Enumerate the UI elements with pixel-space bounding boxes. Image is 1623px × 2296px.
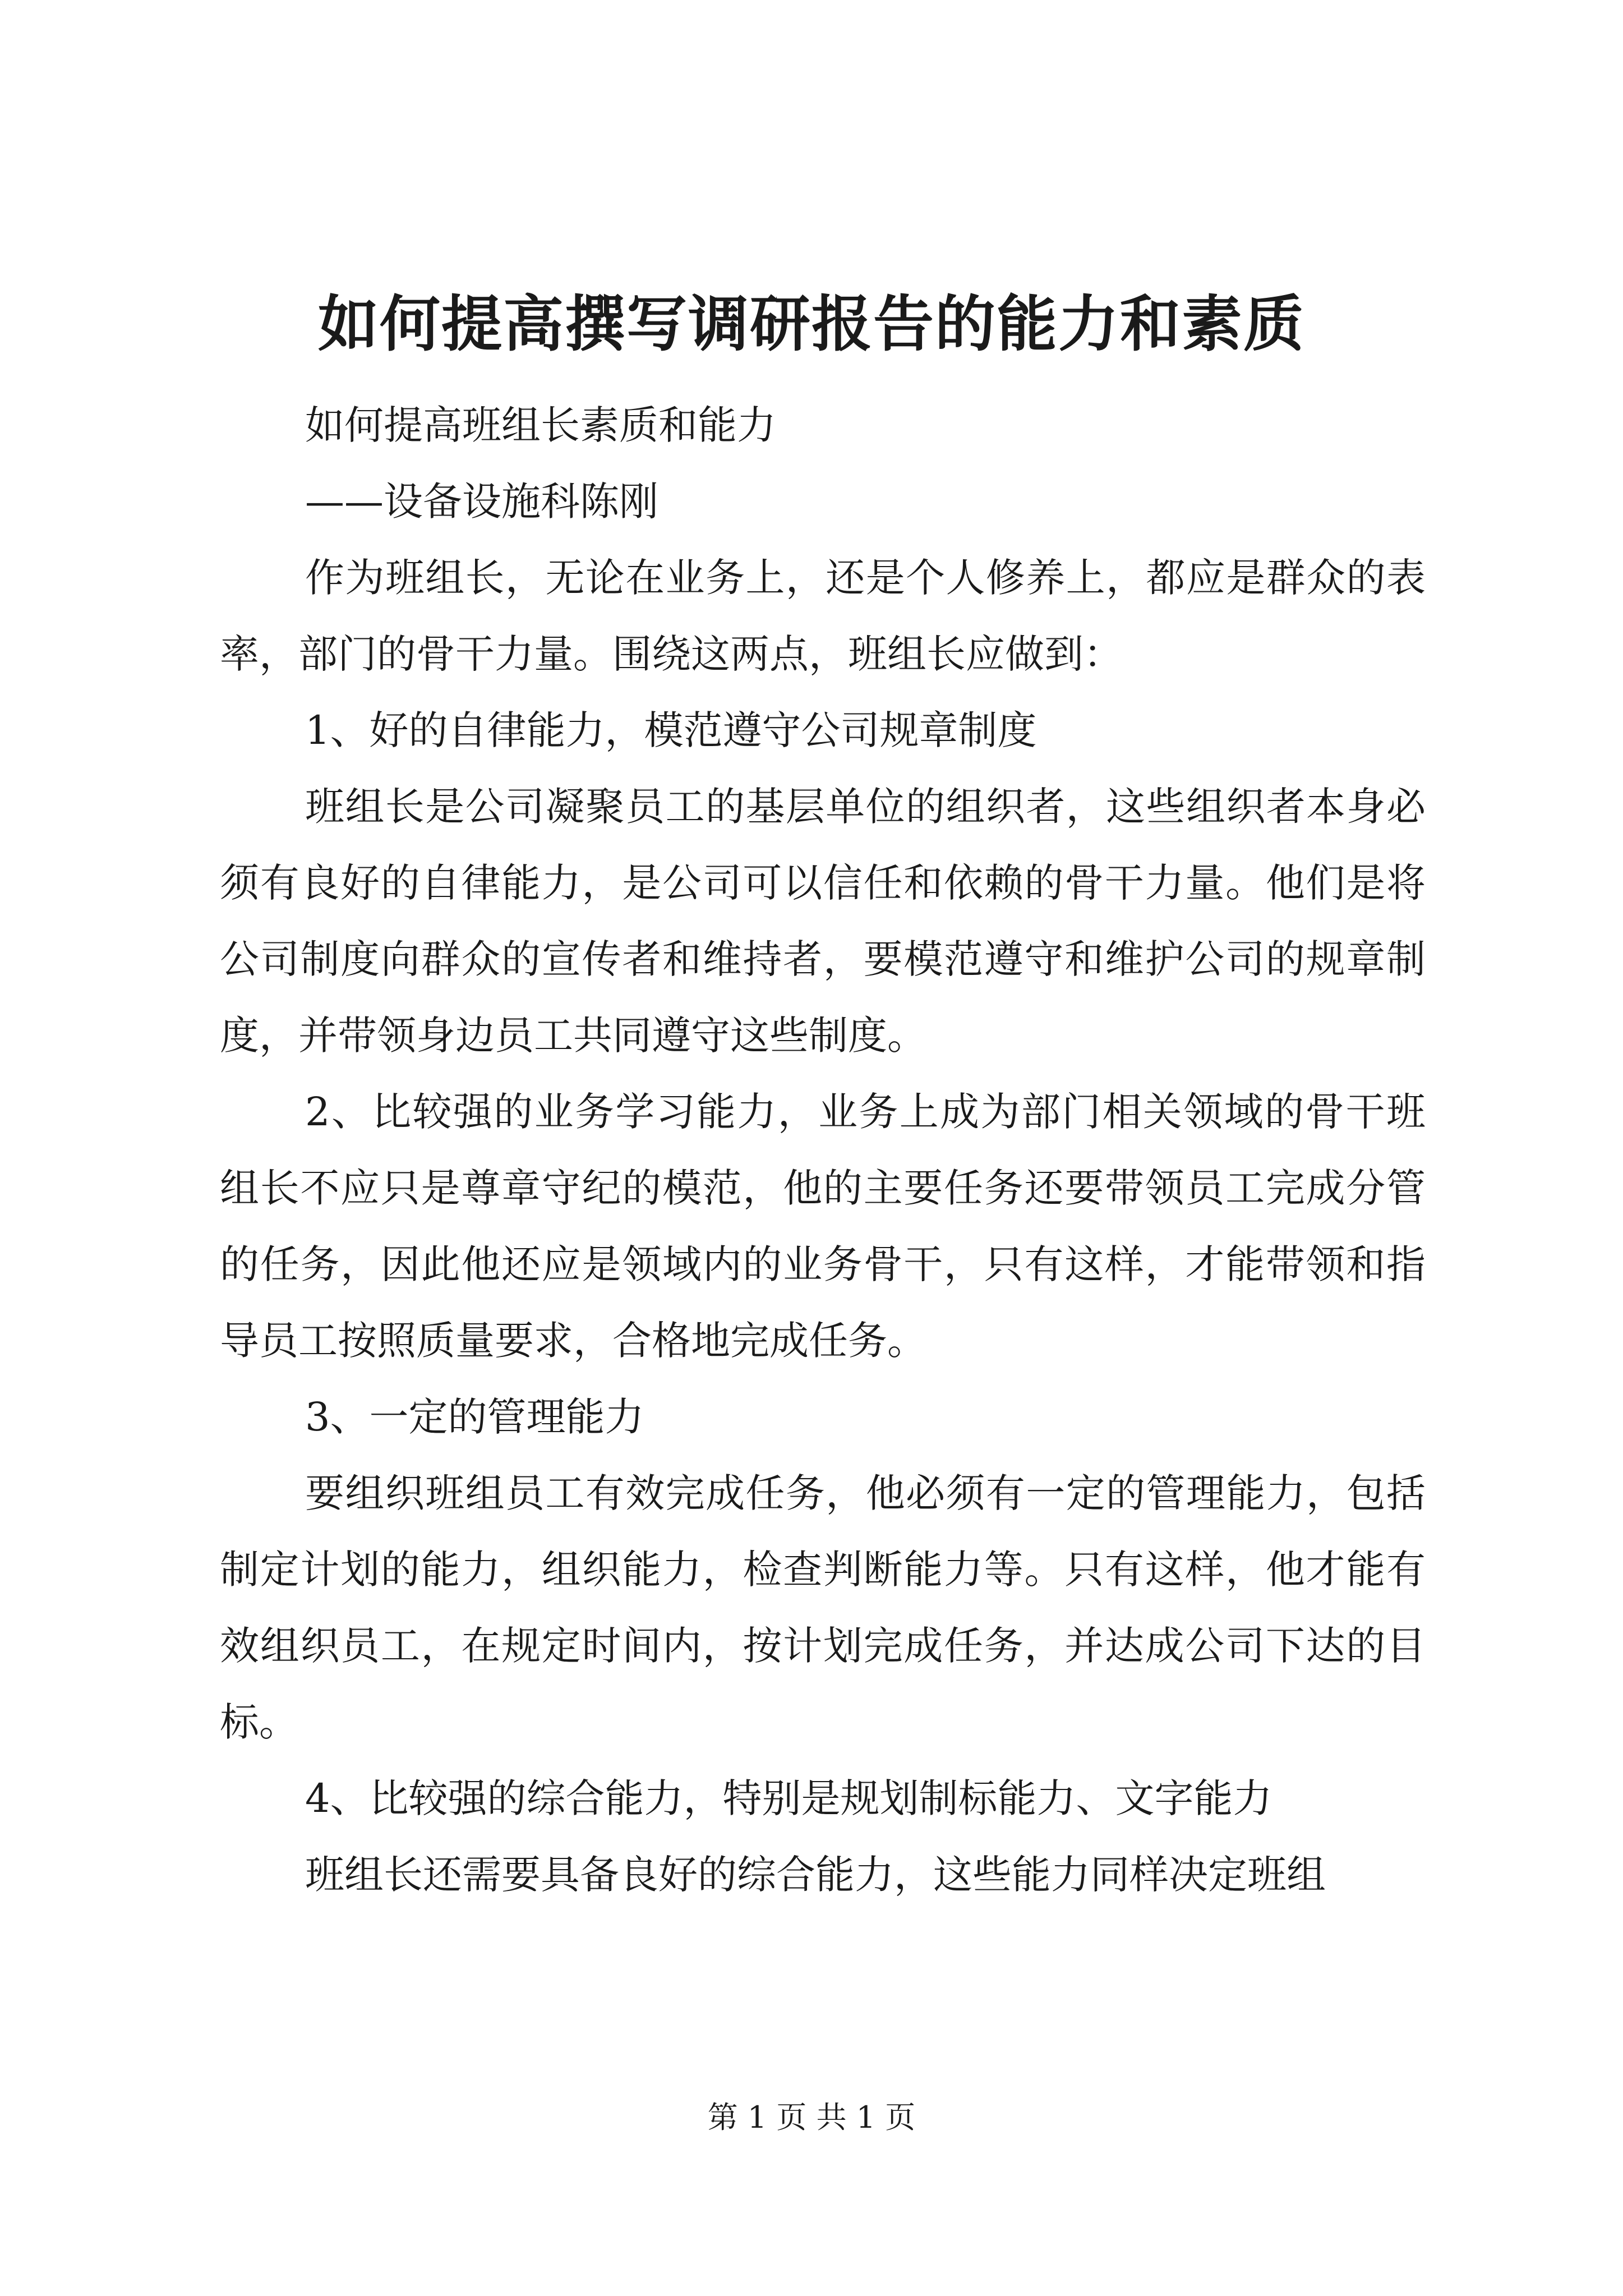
paragraph-author: ——设备设施科陈刚 [305,478,658,524]
page-footer: 第 1 页 共 1 页 [707,2100,916,2135]
document-title: 如何提高撰写调研报告的能力和素质 [317,289,1305,360]
paragraph-subtitle: 如何提高班组长素质和能力 [305,402,776,448]
paragraph-body-3: 要组织班组员工有效完成任务，他必须有一定的管理能力，包括制定计划的能力，组织能力，检查判断能力等。只有这样，他才能有效组织员工，在规定时间内，按计划完成任务，并达成公司下达的目标。 [220,1470,1426,1745]
paragraph-heading-4: 4、比较强的综合能力，特别是规划制标能力、文字能力 [305,1775,1272,1821]
document-body [220,387,1426,1913]
paragraph-body-4: 班组长还需要具备良好的综合能力，这些能力同样决定班组 [305,1852,1326,1898]
paragraph-body-1: 班组长是公司凝聚员工的基层单位的组织者，这些组织者本身必须有良好的自律能力，是公司可以信任和依赖的骨干力量。他们是将公司制度向群众的宣传者和维持者，要模范遵守和维护公司的规章制度，并带领身边员工共同遵守这些制度。 [220,784,1426,1059]
paragraph-heading-2: 2、比较强的业务学习能力，业务上成为部门相关领域的骨干班组长不应只是尊章守纪的模范，他的主要任务还要带领员工完成分管的任务，因此他还应是领域内的业务骨干，只有这样，才能带领和指导员工按照质量要求，合格地完成任务。 [220,1089,1426,1364]
paragraph-heading-1: 1、好的自律能力，模范遵守公司规章制度 [305,707,1037,753]
paragraph-heading-3: 3、一定的管理能力 [305,1394,644,1440]
paragraph-intro: 作为班组长，无论在业务上，还是个人修养上，都应是群众的表率，部门的骨干力量。围绕这两点，班组长应做到： [220,555,1426,677]
